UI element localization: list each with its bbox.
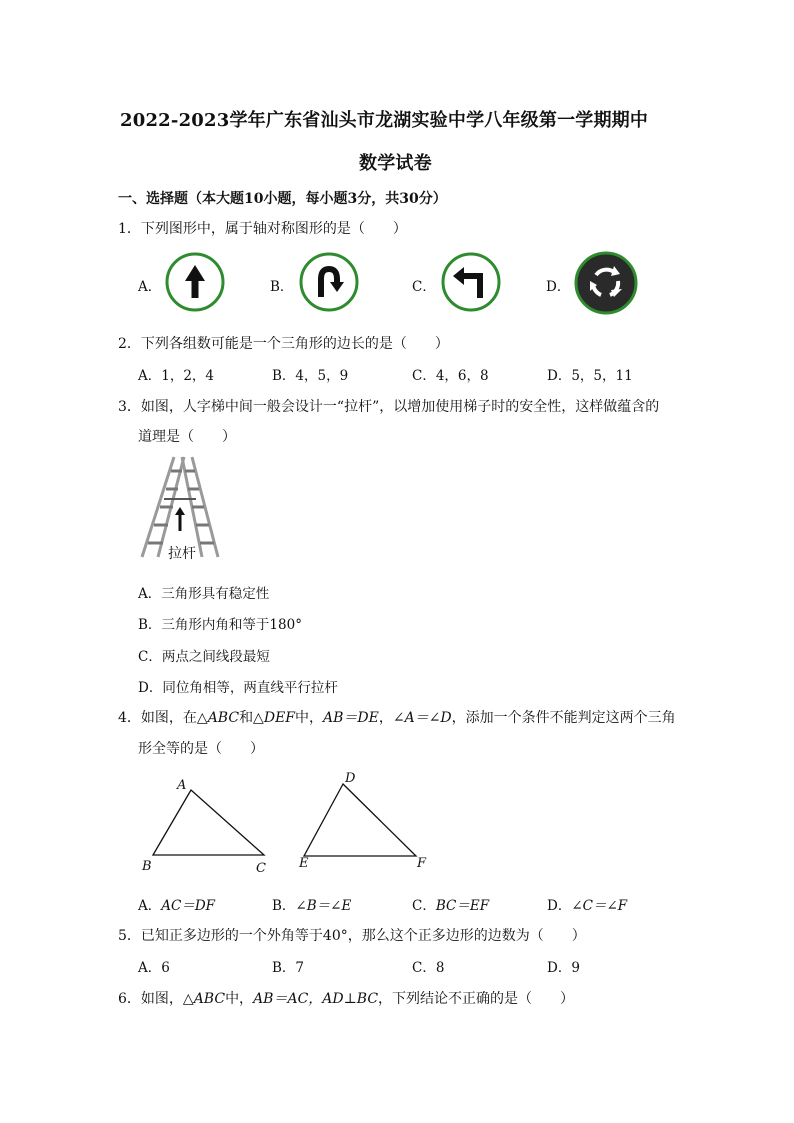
triangle-def-figure — [295, 770, 435, 870]
q4-comma: ，∠ — [378, 710, 405, 726]
q5-option-b: B．7 — [272, 960, 305, 976]
left-turn-sign-icon — [440, 251, 502, 313]
vertex-a-label: A — [177, 778, 187, 793]
q4-cond1: AB＝DE — [323, 710, 379, 726]
q6-mid: 中， — [225, 991, 254, 1007]
q3-option-b: B．三角形内角和等于180° — [138, 617, 302, 633]
question-1: 1．下列图形中，属于轴对称图形的是（ ） — [118, 221, 407, 237]
straight-arrow-sign-icon — [164, 251, 226, 313]
section-heading: 一、选择题（本大题10小题，每小题3分，共30分） — [118, 191, 447, 207]
q6-abc: ABC — [193, 991, 226, 1007]
q5-option-c: C．8 — [412, 960, 445, 976]
ladder-bar-label: 拉杆 — [168, 543, 196, 563]
q3-option-c: C．两点之间线段最短 — [138, 649, 270, 665]
q4-mid: 中， — [295, 710, 324, 726]
q6-rest: ，下列结论不正确的是（ ） — [378, 991, 575, 1007]
q3-option-a: A．三角形具有稳定性 — [138, 586, 270, 602]
vertex-e-label: E — [299, 856, 309, 871]
q2-option-a: A．1，2，4 — [138, 368, 215, 384]
q1-option-c-label: C． — [412, 279, 436, 295]
title-line-2: 数学试卷 — [359, 153, 432, 174]
vertex-f-label: F — [417, 856, 427, 871]
q4-option-b-math: ∠B＝∠E — [295, 898, 352, 914]
q2-option-b: B．4，5，9 — [272, 368, 349, 384]
q4-option-d-letter: D． — [547, 898, 572, 914]
vertex-b-label: B — [142, 859, 152, 874]
q4-angle-eq: A＝∠D — [404, 710, 452, 726]
q4-option-c-math: BC＝EF — [435, 898, 490, 914]
q5-option-a: A．6 — [138, 960, 170, 976]
title-line-1: 2022-2023学年广东省汕头市龙湖实验中学八年级第一学期期中 — [120, 110, 649, 131]
question-5: 5．已知正多边形的一个外角等于40°，那么这个正多边形的边数为（ ） — [118, 928, 586, 944]
q4-option-b — [272, 894, 351, 914]
q6-cond: AB＝AC，AD⊥BC — [253, 991, 379, 1007]
vertex-c-label: C — [256, 861, 266, 876]
q4-option-d — [547, 894, 627, 914]
q2-option-c: C．4，6，8 — [412, 368, 489, 384]
question-3-line-1: 3．如图，人字梯中间一般会设计一“拉杆”，以增加使用梯子时的安全性，这样做蕴含的 — [118, 399, 660, 415]
q1-option-d-label: D． — [546, 279, 571, 295]
q4-rest: ，添加一个条件不能判定这两个三角 — [451, 710, 676, 726]
question-2: 2．下列各组数可能是一个三角形的边长的是（ ） — [118, 336, 449, 352]
q4-prefix: 4．如图，在△ — [118, 710, 208, 726]
q3-option-d: D．同位角相等，两直线平行拉杆 — [138, 680, 338, 696]
q4-def: DEF — [263, 710, 296, 726]
q4-option-c-letter: C． — [412, 898, 436, 914]
u-turn-sign-icon — [298, 251, 360, 313]
q4-option-b-letter: B． — [272, 898, 296, 914]
q4-option-a — [138, 894, 215, 914]
triangle-abc-figure — [140, 775, 275, 875]
roundabout-sign-icon — [574, 251, 638, 315]
question-3-line-2: 道理是（ ） — [138, 429, 236, 445]
q6-prefix: 6．如图，△ — [118, 991, 194, 1007]
q4-option-c — [412, 894, 489, 914]
q4-option-a-math: AC＝DF — [161, 898, 216, 914]
q4-option-d-math: ∠C＝∠F — [571, 898, 628, 914]
q4-and: 和△ — [239, 710, 264, 726]
q4-option-a-letter: A． — [138, 898, 162, 914]
q2-option-d: D．5，5，11 — [547, 368, 633, 384]
question-4-line-1 — [118, 707, 676, 727]
question-6 — [118, 988, 574, 1008]
vertex-d-label: D — [345, 771, 356, 786]
question-4-line-2: 形全等的是（ ） — [138, 741, 264, 757]
q1-option-b-label: B． — [270, 279, 294, 295]
q1-option-a-label: A． — [138, 279, 162, 295]
q4-abc: ABC — [207, 710, 240, 726]
q5-option-d: D．9 — [547, 960, 580, 976]
